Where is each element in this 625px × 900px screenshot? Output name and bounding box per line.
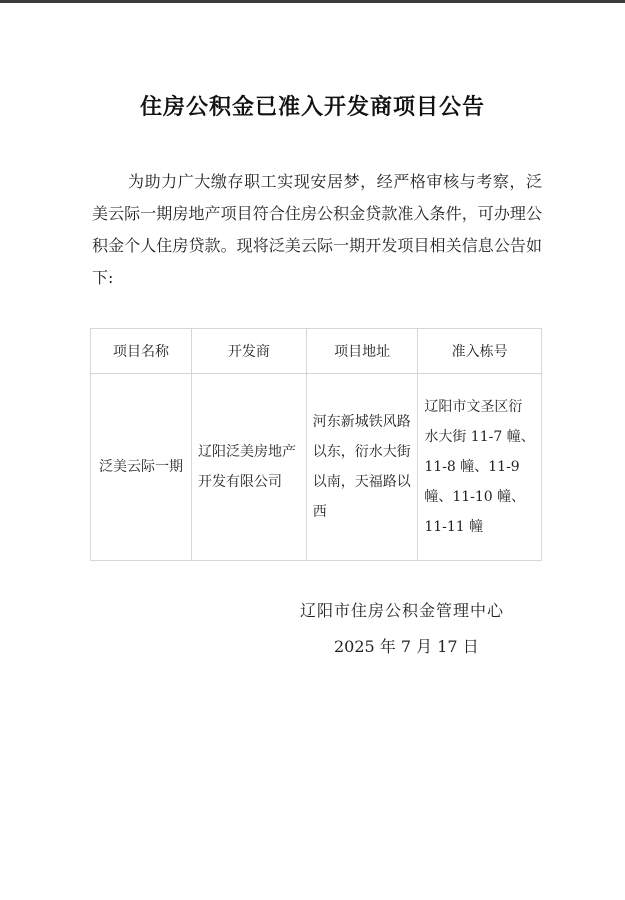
project-info-table	[90, 328, 542, 561]
issue-date: 2025 年 7 月 17 日	[334, 637, 479, 656]
cell-project-name: 泛美云际一期	[91, 374, 192, 561]
top-border-line	[0, 0, 625, 3]
header-buildings: 准入栋号	[418, 329, 542, 374]
cell-address: 河东新城铁风路以东，衍水大街以南，天福路以西	[306, 374, 418, 561]
cell-developer: 辽阳泛美房地产开发有限公司	[192, 374, 307, 561]
header-project-name: 项目名称	[91, 329, 192, 374]
issuer-signature: 辽阳市住房公积金管理中心	[300, 601, 505, 620]
cell-buildings: 辽阳市文圣区衍水大街 11-7 幢、11-8 幢、11-9 幢、11-10 幢、 11-11 幢	[418, 374, 542, 561]
table-header-row	[91, 329, 542, 374]
header-developer: 开发商	[192, 329, 307, 374]
announcement-paragraph: 为助力广大缴存职工实现安居梦，经严格审核与考察，泛美云际一期房地产项目符合住房公积金贷款准入条件，可办理公积金个人住房贷款。现将泛美云际一期开发项目相关信息公告如下:	[92, 172, 542, 287]
header-address: 项目地址	[306, 329, 418, 374]
page-title: 住房公积金已准入开发商项目公告	[139, 94, 485, 120]
table-row	[91, 374, 542, 561]
